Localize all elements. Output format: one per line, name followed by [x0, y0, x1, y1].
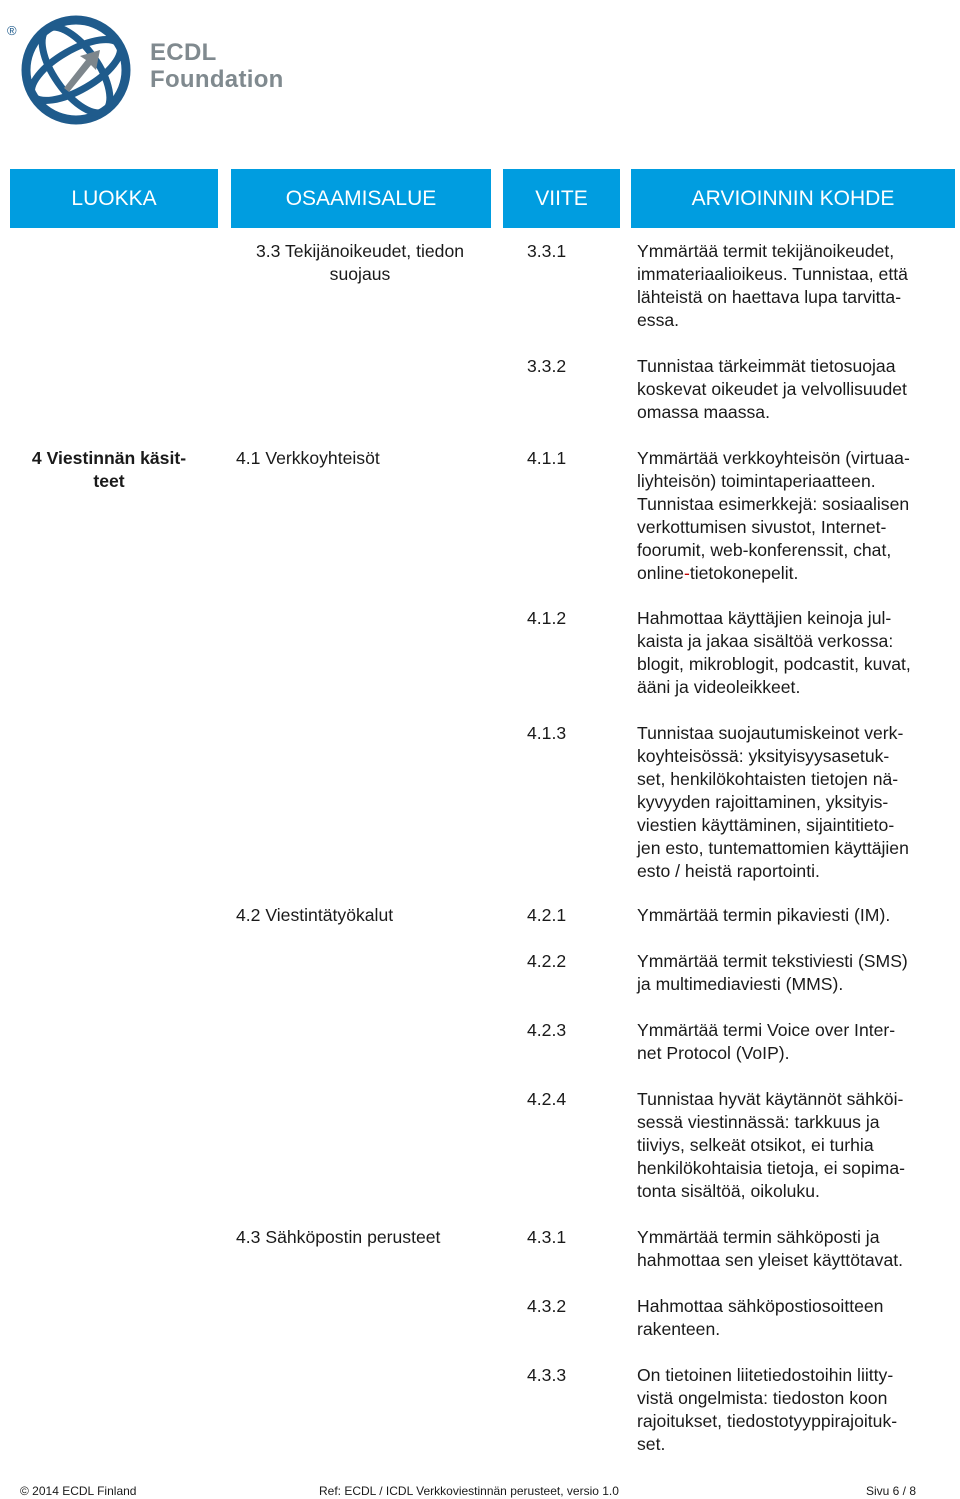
logo-text-foundation: Foundation — [150, 66, 284, 93]
criteria-cell: Tunnistaa suojautumiskeinot verk- koyhteisössä: yksityisyysasetuk- set, henkilökohtaisten tietojen nä- kyvyyden rajoittaminen, yksityis- viestien käyttäminen, sijaintitieto- jen esto, tuntemattomien käyttäjien esto / heistä raportointi. — [637, 723, 909, 881]
criteria-cell: Tunnistaa tärkeimmät tietosuojaa koskevat oikeudet ja velvollisuudet omassa maassa. — [637, 356, 907, 422]
criteria-cell: Ymmärtää termit tekstiviesti (SMS) ja multimediaviesti (MMS). — [637, 951, 908, 994]
area-cell: 4.2 Viestintätyökalut — [236, 905, 394, 925]
ref-cell: 3.3.2 — [527, 356, 567, 376]
criteria-cell: Tunnistaa hyvät käytännöt sähköi- sessä viestinnässä: tarkkuus ja tiiviys, selkeät otsikot, ei turhia henkilökohtaisia tietoja, ei sopima- tonta sisältöä, oikoluku. — [637, 1089, 905, 1201]
ref-cell: 4.2.3 — [527, 1020, 567, 1040]
ref-cell: 4.3.3 — [527, 1365, 567, 1385]
ref-cell: 4.1.3 — [527, 723, 567, 743]
area-cell: 3.3 Tekijänoikeudet, tiedon suojaus — [255, 241, 465, 284]
criteria-cell: Hahmottaa käyttäjien keinoja jul- kaista ja jakaa sisältöä verkossa: blogit, mikroblogit, podcastit, kuvat, ääni ja videoleikkeet. — [637, 608, 911, 697]
ref-cell: 4.3.1 — [527, 1227, 567, 1247]
ecdl-foundation-logo — [6, 8, 296, 128]
ref-cell: 4.2.1 — [527, 905, 567, 925]
criteria-cell: Ymmärtää termin sähköposti ja hahmottaa sen yleiset käyttötavat. — [637, 1227, 904, 1270]
category-cell: 4 Viestinnän käsit- teet — [31, 448, 187, 491]
globe-arrow-logo-icon — [6, 8, 136, 128]
criteria-cell: Ymmärtää termi Voice over Inter- net Protocol (VoIP). — [637, 1020, 896, 1063]
criteria-cell: Hahmottaa sähköpostiosoitteen rakenteen. — [637, 1296, 884, 1339]
svg-text:®: ® — [7, 23, 17, 38]
ref-cell: 4.1.2 — [527, 608, 567, 628]
criteria-cell: Ymmärtää termit tekijänoikeudet, immateriaalioikeus. Tunnistaa, että lähteistä on haettava lupa tarvitta- essa. — [637, 241, 908, 330]
ref-cell: 4.2.4 — [527, 1089, 567, 1109]
footer-page-number: Sivu 6 / 8 — [866, 1484, 917, 1498]
area-cell: 4.3 Sähköpostin perusteet — [236, 1227, 441, 1247]
header-luokka: LUOKKA — [10, 169, 218, 228]
criteria-cell: On tietoinen liitetiedostoihin liitty- vistä ongelmista: tiedoston koon rajoitukset, tiedostotyyppirajoituk- set. — [637, 1365, 898, 1454]
footer-copyright: © 2014 ECDL Finland — [20, 1484, 137, 1498]
ref-cell: 4.1.1 — [527, 448, 567, 468]
ref-cell: 3.3.1 — [527, 241, 567, 261]
ref-cell: 4.2.2 — [527, 951, 567, 971]
criteria-cell: Ymmärtää verkkoyhteisön (virtuaa- liyhteisön) toimintaperiaatteen. Tunnistaa esimerkkejä: sosiaalisen verkottumisen sivustot, Internet- foorumit, web-konferenssit, chat, online-tietokonepelit. — [637, 448, 910, 583]
footer-reference: Ref: ECDL / ICDL Verkkoviestinnän perusteet, versio 1.0 — [319, 1484, 619, 1498]
header-arvioinnin-kohde: ARVIOINNIN KOHDE — [631, 169, 955, 228]
ref-cell: 4.3.2 — [527, 1296, 567, 1316]
logo-text-ecdl: ECDL — [150, 39, 217, 66]
criteria-cell: Ymmärtää termin pikaviesti (IM). — [637, 905, 891, 925]
header-viite: VIITE — [503, 169, 620, 228]
header-osaamisalue: OSAAMISALUE — [231, 169, 491, 228]
area-cell: 4.1 Verkkoyhteisöt — [236, 448, 380, 468]
page-footer — [0, 1483, 960, 1499]
